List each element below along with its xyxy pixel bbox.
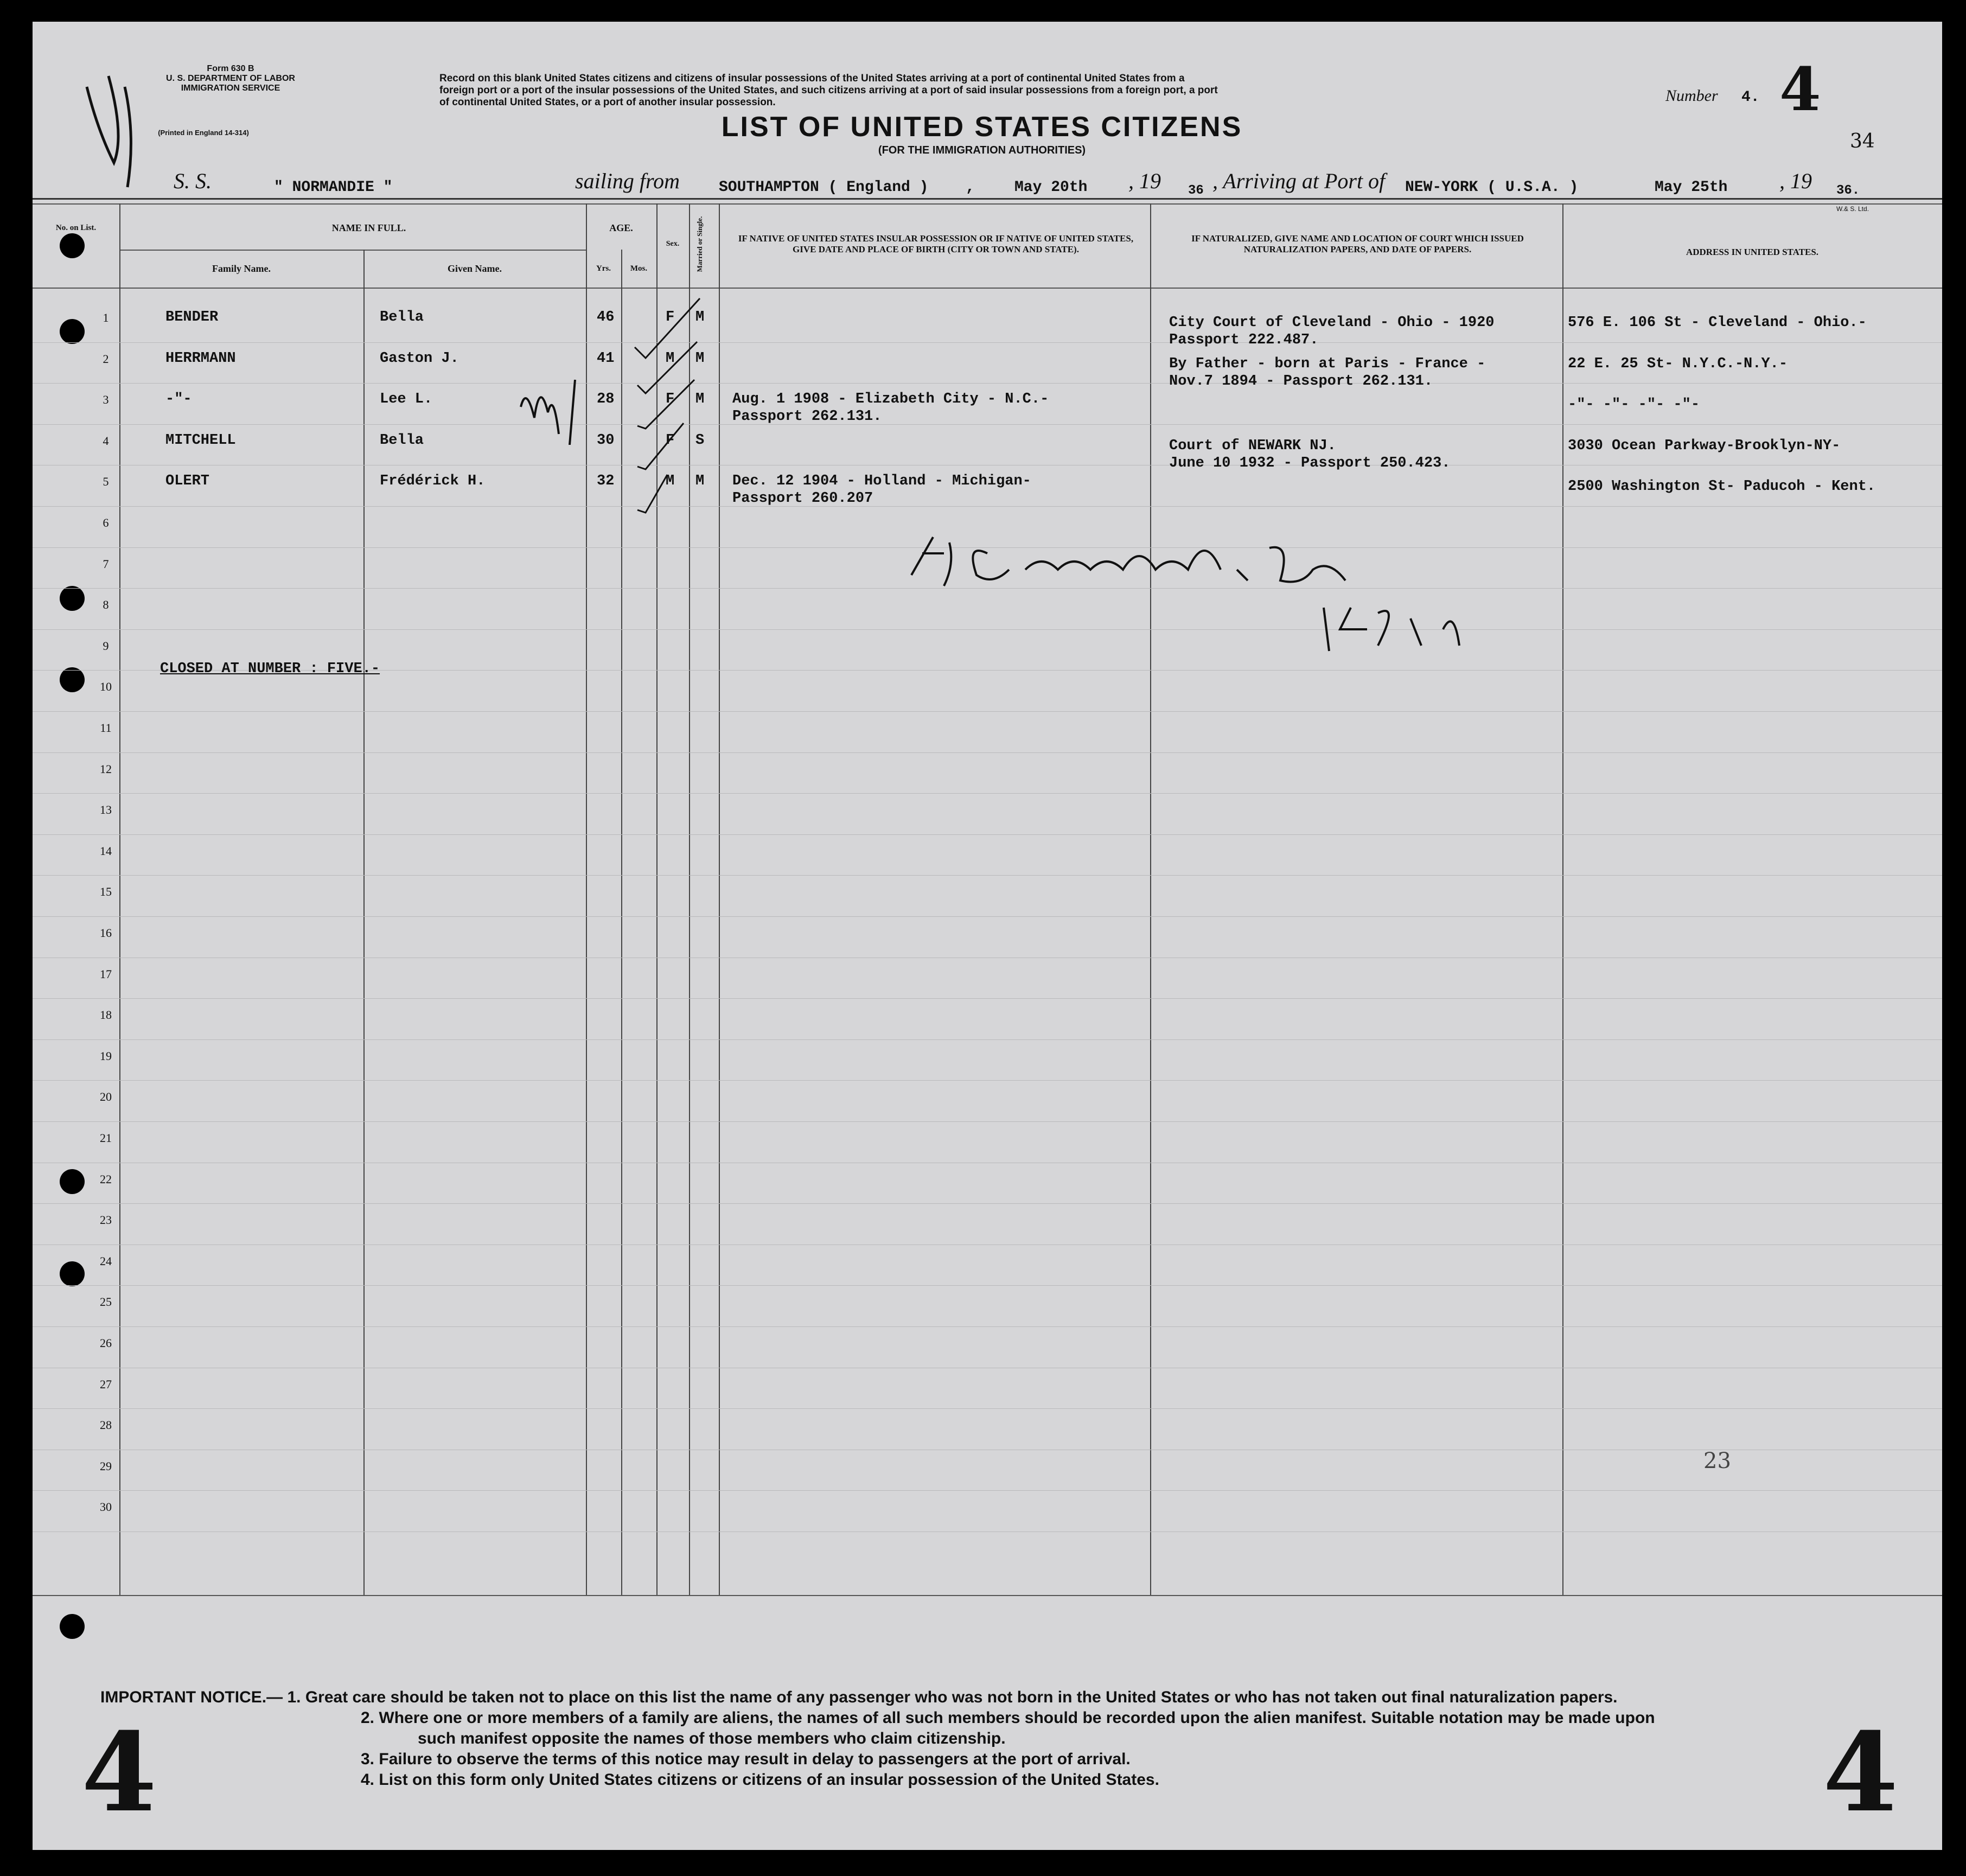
number-label: Number <box>1665 87 1718 105</box>
family-name: BENDER <box>165 309 219 326</box>
number-value: 4. <box>1741 89 1760 106</box>
row-number: 4 <box>103 433 109 448</box>
row-rule <box>33 916 1942 917</box>
row-number: 1 <box>103 311 109 324</box>
row-number: 26 <box>100 1336 112 1350</box>
table-top-rule <box>33 203 1942 205</box>
departure-port: SOUTHAMPTON ( England ) <box>719 179 929 196</box>
sex: F <box>666 391 675 408</box>
manifest-sheet <box>33 22 1942 1850</box>
sex: F <box>666 309 675 326</box>
ship-name: " NORMANDIE " <box>274 179 393 196</box>
address: -"- -"- -"- -"- <box>1568 397 1700 413</box>
row-number: 27 <box>100 1377 112 1391</box>
naturalization-info: June 10 1932 - Passport 250.423. <box>1169 455 1451 471</box>
column-line <box>1150 203 1151 1595</box>
native-birth-info: Passport 260.207 <box>732 490 873 507</box>
address: 2500 Washington St- Paducoh - Kent. <box>1568 478 1876 495</box>
row-number: 6 <box>103 516 109 529</box>
row-number: 29 <box>100 1459 112 1473</box>
handwritten-tick-marks <box>629 282 716 537</box>
number-big: 4 <box>1779 54 1821 124</box>
year-prefix: , 19 <box>1779 169 1812 193</box>
row-rule <box>33 1408 1942 1409</box>
row-rule <box>33 752 1942 753</box>
row-rule <box>33 1039 1942 1040</box>
row-number: 7 <box>103 557 109 571</box>
corner-number-left: 4 <box>81 1709 157 1836</box>
punch-hole <box>60 1261 85 1286</box>
arrival-port: NEW-YORK ( U.S.A. ) <box>1405 179 1579 196</box>
row-rule <box>33 424 1942 425</box>
form-meta <box>141 64 320 93</box>
row-number: 25 <box>100 1295 112 1309</box>
printed-note: (Printed in England 14-314) <box>158 129 249 137</box>
notice-text: Failure to observe the terms of this notice may result in delay to passengers at the port of arrival. <box>379 1750 1131 1768</box>
row-number: 30 <box>100 1500 112 1514</box>
row-rule <box>33 1121 1942 1122</box>
notice-line-4 <box>100 1770 1934 1790</box>
address: 576 E. 106 St - Cleveland - Ohio.- <box>1568 315 1867 331</box>
preamble-line: of continental United States, or a port of another insular possession. <box>439 97 776 108</box>
row-number: 16 <box>100 926 112 940</box>
handwritten-mark <box>515 369 586 445</box>
row-number: 23 <box>100 1213 112 1227</box>
arriving-label: , Arriving at Port of <box>1212 169 1386 193</box>
row-number: 15 <box>100 885 112 899</box>
row-number: 10 <box>100 680 112 694</box>
sailing-year: 36 <box>1188 183 1204 198</box>
header-mos: Mos. <box>630 264 648 273</box>
age-years: 46 <box>597 309 615 326</box>
marital-status: S <box>695 432 705 449</box>
header-no-text: No. on List. <box>55 224 97 232</box>
naturalization-info: City Court of Cleveland - Ohio - 1920 <box>1169 315 1495 331</box>
punch-hole <box>60 1614 85 1639</box>
given-name: Lee L. <box>380 391 433 408</box>
marital-status: M <box>695 350 705 367</box>
row-rule <box>33 1080 1942 1081</box>
row-rule <box>33 998 1942 999</box>
header-naturalized: IF NATURALIZED, GIVE NAME AND LOCATION OF COURT WHICH ISSUED NATURALIZATION PAPERS, AND DATE OF PAPERS. <box>1191 233 1524 254</box>
row-rule <box>33 875 1942 876</box>
form-number: Form 630 B <box>207 64 254 73</box>
notice-text: Where one or more members of a family are aliens, the names of all such members should be recorded upon the alien manifest. Suitable notation may be made upon <box>379 1709 1655 1727</box>
preamble-line: Record on this blank United States citizens and citizens of insular possessions of the United States arriving at a port of continental United States from a <box>439 73 1185 84</box>
notice-num: 2. <box>361 1709 375 1727</box>
row-number: 28 <box>100 1418 112 1432</box>
service-name: IMMIGRATION SERVICE <box>181 84 280 93</box>
notice-text: List on this form only United States citizens or citizens of an insular possession of the United States. <box>379 1771 1159 1789</box>
header-no <box>33 222 119 233</box>
native-birth-info: Aug. 1 1908 - Elizabeth City - N.C.- <box>732 391 1049 408</box>
row-rule <box>33 342 1942 343</box>
header-name-in-full <box>119 222 618 233</box>
marital-status: M <box>695 473 705 490</box>
table-top-rule <box>33 198 1942 200</box>
given-name: Gaston J. <box>380 350 459 367</box>
row-rule <box>33 383 1942 384</box>
notice-text: Great care should be taken not to place on this list the name of any passenger who was not born in the United States or who has not taken out final naturalization papers. <box>305 1688 1618 1706</box>
native-birth-info: Passport 262.131. <box>732 409 882 425</box>
header-address: ADDRESS IN UNITED STATES. <box>1686 247 1819 257</box>
notice-num: 4. <box>361 1771 375 1789</box>
notice-num: 1. <box>287 1688 301 1706</box>
sailing-date: May 20th <box>1014 179 1088 196</box>
notice-num: 3. <box>361 1750 375 1768</box>
naturalization-info: By Father - born at Paris - France - <box>1169 355 1486 372</box>
given-name: Frédérick H. <box>380 473 486 490</box>
row-number: 20 <box>100 1090 112 1104</box>
address: 22 E. 25 St- N.Y.C.-N.Y.- <box>1568 355 1788 372</box>
column-line <box>1562 203 1563 1595</box>
sex: M <box>666 473 675 490</box>
row-number: 19 <box>100 1049 112 1063</box>
punch-hole <box>60 667 85 692</box>
header-subrule <box>119 250 586 251</box>
sex: M <box>666 350 675 367</box>
stamp-number: 23 <box>1703 1449 1731 1473</box>
native-birth-info: Dec. 12 1904 - Holland - Michigan- <box>732 473 1031 490</box>
row-number: 17 <box>100 967 112 981</box>
form-preamble <box>439 73 1606 109</box>
inspector-signature <box>901 521 1476 662</box>
page-subtitle: (FOR THE IMMIGRATION AUTHORITIES) <box>878 144 1086 156</box>
row-rule <box>33 1326 1942 1327</box>
year-prefix: , 19 <box>1128 169 1161 193</box>
header-native: IF NATIVE OF UNITED STATES INSULAR POSSESSION OR IF NATIVE OF UNITED STATES, GIVE DATE AND PLACE OF BIRTH (CITY OR TOWN AND STATE). <box>738 233 1134 254</box>
row-number: 18 <box>100 1008 112 1022</box>
notice-label: IMPORTANT NOTICE.— <box>100 1688 283 1706</box>
header-name-in-full-text: NAME IN FULL. <box>331 222 406 233</box>
naturalization-info: Court of NEWARK NJ. <box>1169 437 1336 454</box>
naturalization-info: Passport 222.487. <box>1169 332 1319 348</box>
row-number: 3 <box>103 393 109 407</box>
row-number: 24 <box>100 1254 112 1268</box>
table-bottom-rule <box>33 1595 1942 1596</box>
printer-mark: W.& S. Ltd. <box>1836 205 1869 213</box>
sex: F <box>666 432 675 449</box>
page-title: LIST OF UNITED STATES CITIZENS <box>721 111 1243 143</box>
row-number: 13 <box>100 803 112 817</box>
row-number: 9 <box>103 639 109 653</box>
row-rule <box>33 506 1942 507</box>
row-rule <box>33 711 1942 712</box>
row-rule <box>33 1490 1942 1491</box>
important-notice <box>100 1687 1934 1790</box>
row-number: 12 <box>100 762 112 776</box>
sailing-label: sailing from <box>575 169 680 193</box>
notice-line-2 <box>100 1708 1934 1728</box>
given-name: Bella <box>380 309 424 326</box>
separator: , <box>966 179 975 196</box>
arrival-date: May 25th <box>1655 179 1728 196</box>
punch-hole <box>60 586 85 611</box>
notice-line-1 <box>100 1687 1934 1708</box>
row-number: 22 <box>100 1172 112 1186</box>
department-name: U. S. DEPARTMENT OF LABOR <box>166 74 295 83</box>
age-years: 28 <box>597 391 615 408</box>
arrival-year: 36. <box>1836 183 1860 198</box>
notice-line-2b: such manifest opposite the names of those members who claim citizenship. <box>418 1730 1006 1747</box>
age-years: 41 <box>597 350 615 367</box>
ss-label: S. S. <box>174 169 212 193</box>
family-name: -"- <box>165 391 192 408</box>
column-line <box>621 250 622 1595</box>
corner-number-right: 4 <box>1823 1709 1899 1836</box>
row-rule <box>33 793 1942 794</box>
family-name: OLERT <box>165 473 210 490</box>
page-number: 34 <box>1850 130 1875 152</box>
notice-line-3 <box>100 1749 1934 1770</box>
row-number: 5 <box>103 475 109 489</box>
header-sex: Sex. <box>666 240 680 248</box>
column-line <box>363 250 365 1595</box>
header-married: Married or Single. <box>695 216 704 272</box>
row-number: 2 <box>103 352 109 366</box>
marital-status: M <box>695 391 705 408</box>
marital-status: M <box>695 309 705 326</box>
handwritten-check-mark <box>76 54 146 195</box>
header-bottom-rule <box>33 288 1942 289</box>
header-family-name: Family Name. <box>212 263 271 274</box>
punch-hole <box>60 233 85 258</box>
family-name: MITCHELL <box>165 432 236 449</box>
row-number: 21 <box>100 1131 112 1145</box>
row-rule <box>33 834 1942 835</box>
row-rule <box>33 1285 1942 1286</box>
age-years: 30 <box>597 432 615 449</box>
address: 3030 Ocean Parkway-Brooklyn-NY- <box>1568 437 1841 454</box>
preamble-line: foreign port or a port of the insular possessions of the United States, and such citizens arriving at a port of said insular possessions from a foreign port, a port <box>439 85 1218 96</box>
family-name: HERRMANN <box>165 350 236 367</box>
header-age: AGE. <box>609 222 633 233</box>
naturalization-info: Nov.7 1894 - Passport 262.131. <box>1169 373 1433 390</box>
row-number: 8 <box>103 598 109 612</box>
closed-note: CLOSED AT NUMBER : FIVE.- <box>160 661 380 677</box>
row-number: 14 <box>100 844 112 858</box>
punch-hole <box>60 1169 85 1194</box>
age-years: 32 <box>597 473 615 490</box>
header-given-name: Given Name. <box>448 263 502 274</box>
header-yrs: Yrs. <box>596 264 611 273</box>
row-rule <box>33 1203 1942 1204</box>
given-name: Bella <box>380 432 424 449</box>
column-line <box>586 203 587 1595</box>
row-number: 11 <box>100 721 112 735</box>
punch-hole <box>60 319 85 344</box>
column-line <box>719 203 720 1595</box>
